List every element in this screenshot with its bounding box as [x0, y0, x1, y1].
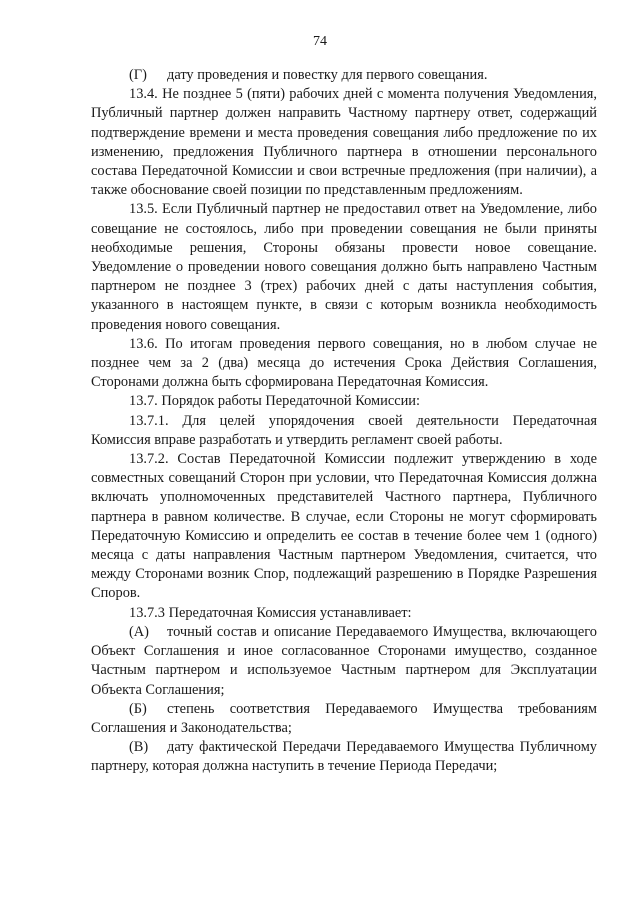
clause-13-7-1: 13.7.1. Для целей упорядочения своей деятельности Передаточная Комиссия вправе разработать и утвердить регламент своей работы.: [91, 412, 597, 448]
clause-13-7: 13.7. Порядок работы Передаточной Комиссии:: [129, 393, 421, 410]
list-item-b: [91, 700, 597, 738]
clause-13-5: 13.5. Если Публичный партнер не предоставил ответ на Уведомление, либо совещание не состоялось, либо при проведении совещания не были приняты необходимые решения, Стороны обязаны провести новое совещание. Уведомление о проведении нового совещания должно быть направлено Частным партнером не позднее 3 (трех) рабочих дней с даты наступления события, указанного в настоящем пункте, в связи с которым возникла необходимость проведения нового совещания.: [91, 201, 597, 333]
list-item-g: [91, 66, 597, 85]
list-marker: (В): [129, 739, 149, 756]
clause-13-6: 13.6. По итогам проведения первого совещания, но в любом случае не позднее чем за 2 (два) месяца до истечения Срока Действия Соглашения, Сторонами должна быть сформирована Передаточная Комиссия.: [91, 335, 597, 391]
list-marker: (Б): [129, 700, 147, 717]
list-item-a: [91, 623, 597, 700]
list-item-v: [91, 738, 597, 776]
list-marker: (А): [129, 623, 149, 640]
list-marker: (Г): [129, 67, 147, 83]
document-body: [91, 66, 597, 777]
page-number: 74: [313, 34, 327, 49]
list-item-text: дату фактической Передачи Передаваемого Имущества Публичному партнеру, которая должна наступить в течение Периода Передачи;: [91, 739, 597, 775]
list-item-text: дату проведения и повестку для первого совещания.: [167, 67, 488, 83]
clause-13-7-3: 13.7.3 Передаточная Комиссия устанавливает:: [129, 604, 412, 621]
clause-13-4: 13.4. Не позднее 5 (пяти) рабочих дней с момента получения Уведомления, Публичный партнер должен направить Частному партнеру ответ, содержащий подтверждение времени и места проведения совещания либо предложение по их изменению, предложения Публичного партнера в отношении персонального состава Передаточной Комиссии и свои встречные предложения (при наличии), а также обоснование своей позиции по представленным предложениям.: [91, 86, 597, 199]
list-item-text: степень соответствия Передаваемого Имущества требованиям Соглашения и Законодательства;: [91, 700, 597, 736]
clause-13-7-2: 13.7.2. Состав Передаточной Комиссии подлежит утверждению в ходе совместных совещаний Сторон при условии, что Передаточная Комиссия должна включать уполномоченных представителей Частного партнера, Публичного партнера в равном количестве. В случае, если Стороны не могут сформировать Передаточную Комиссию и определить ее состав в течение более чем 1 (одного) месяца с даты направления Частным партнером Уведомления, считается, что между Сторонами возник Спор, подлежащий разрешению в Порядке Разрешения Споров.: [91, 451, 597, 602]
list-item-text: точный состав и описание Передаваемого Имущества, включающего Объект Соглашения и иное согласованное Сторонами имущество, созданное Частным партнером и используемое Частным партнером для Эксплуатации Объекта Соглашения;: [91, 623, 597, 698]
